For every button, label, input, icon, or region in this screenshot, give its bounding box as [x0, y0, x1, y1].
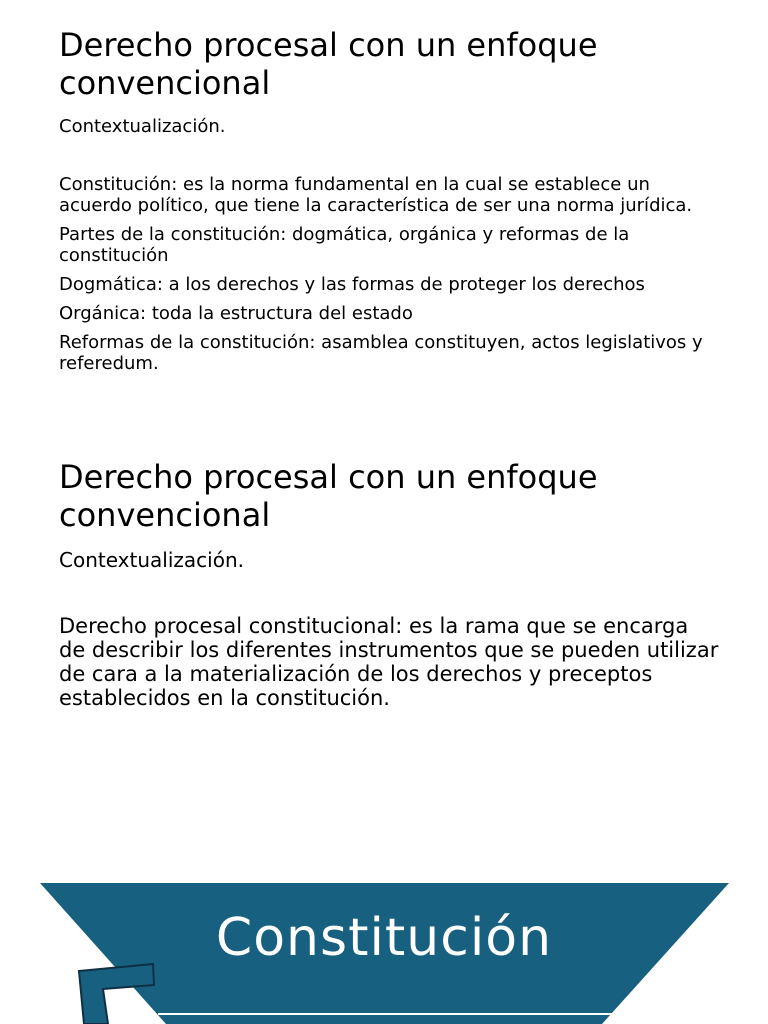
slide-1-paragraph-reformas: Reformas de la constitución: asamblea constituyen, actos legislativos y referedum. — [59, 332, 703, 374]
slide-1-paragraph-constitucion: Constitución: es la norma fundamental en la cual se establece un acuerdo político, que tiene la característica de ser una norma jurídica. — [59, 174, 693, 216]
slide-2 — [59, 458, 719, 710]
slide-1 — [59, 26, 719, 382]
slide-1-paragraph-organica: Orgánica: toda la estructura del estado — [59, 303, 413, 324]
banner-title: Constitución — [215, 908, 553, 968]
slide-2-title: Derecho procesal con un enfoque convencional — [59, 458, 598, 534]
slide-1-subtitle: Contextualización. — [59, 116, 226, 137]
slide-2-paragraph: Derecho procesal constitucional: es la rama que se encarga de describir los diferentes instrumentos que se pueden utilizar de cara a la materialización de los derechos y preceptos establecidos en la constitución. — [59, 614, 719, 710]
slide-2-subtitle: Contextualización. — [59, 548, 244, 572]
slide-1-title: Derecho procesal con un enfoque convencional — [59, 26, 598, 102]
slide-1-paragraph-partes: Partes de la constitución: dogmática, orgánica y reformas de la constitución — [59, 224, 630, 266]
slide-1-paragraph-dogmatica: Dogmática: a los derechos y las formas de proteger los derechos — [59, 274, 645, 295]
